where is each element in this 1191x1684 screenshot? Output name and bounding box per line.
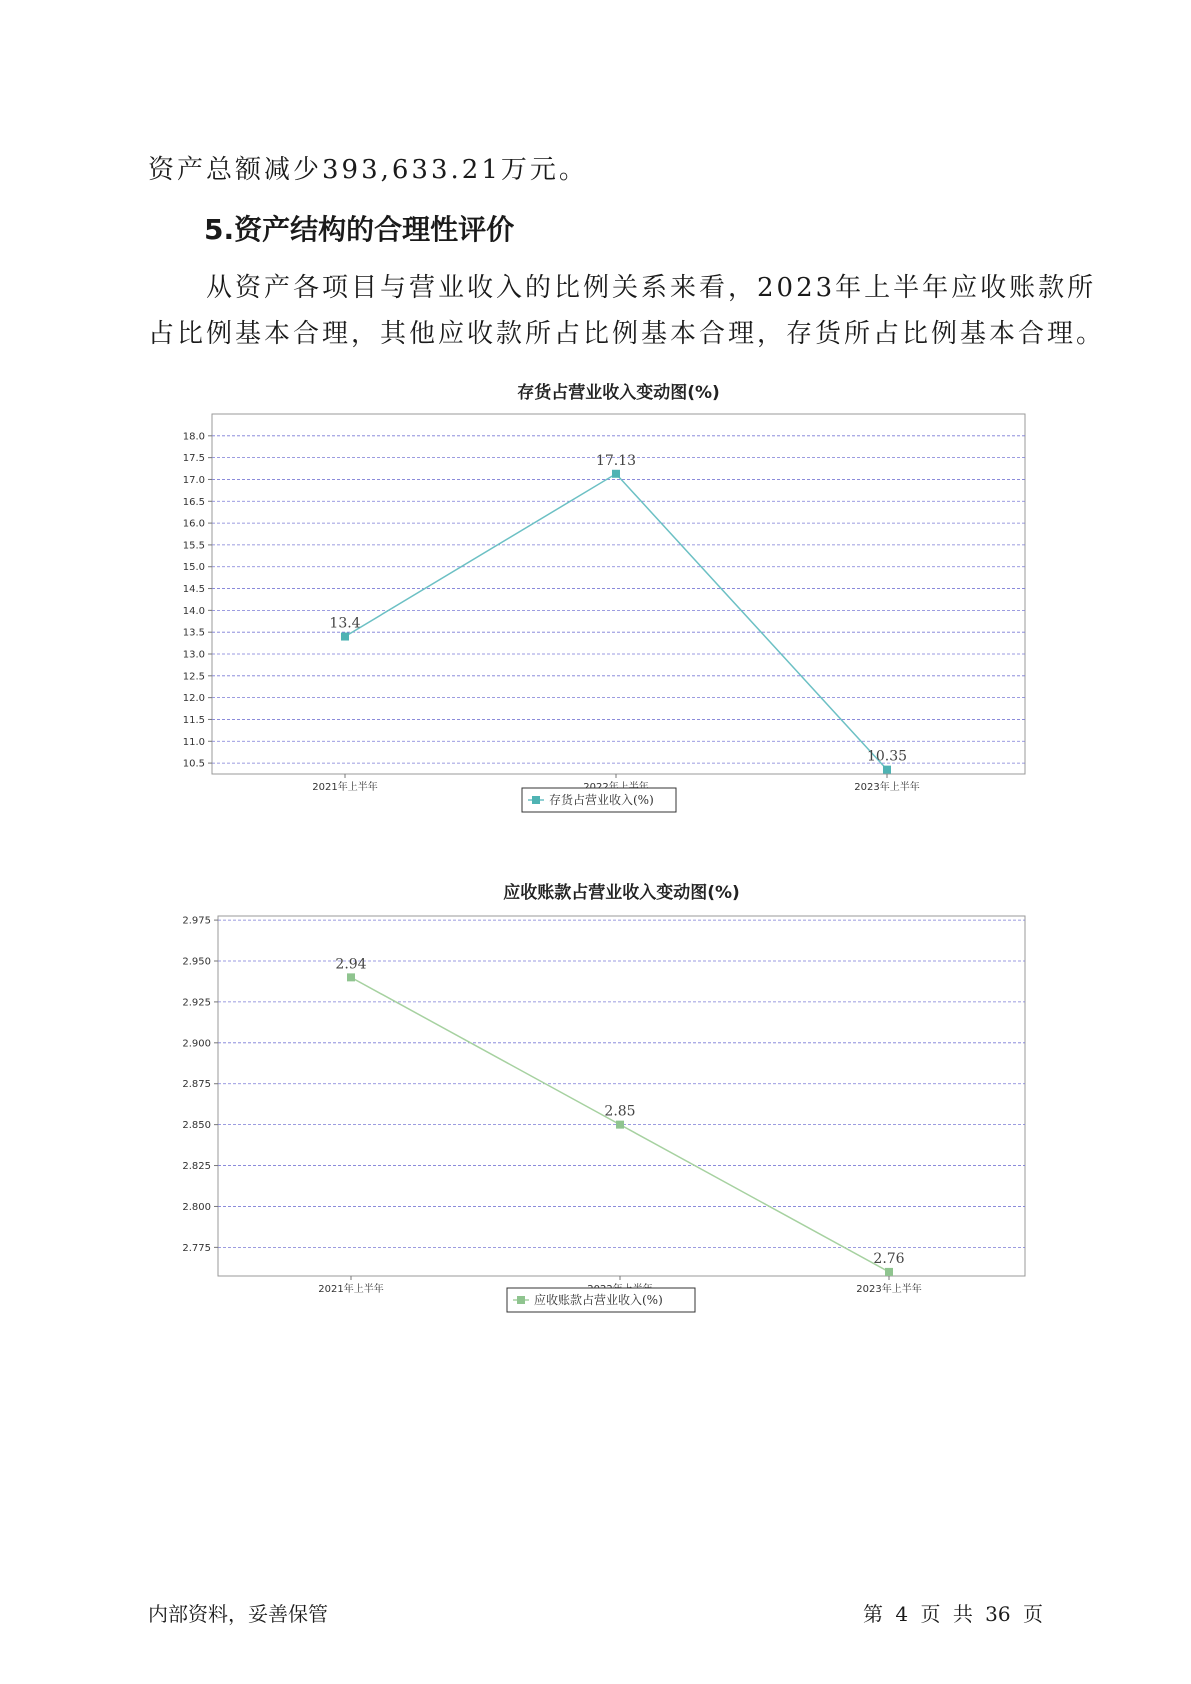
data-point [341, 633, 349, 641]
y-tick-label: 11.5 [182, 714, 205, 726]
y-tick-label: 2.925 [182, 997, 211, 1009]
legend-label: 应收账款占营业收入(%) [534, 1293, 663, 1307]
chart-legend [522, 788, 676, 812]
footer-confidential-note: 内部资料，妥善保管 [148, 1602, 328, 1626]
footer-page-number: 第 4 页 共 36 页 [863, 1602, 1043, 1626]
y-tick-label: 2.900 [182, 1038, 211, 1050]
chart-legend [507, 1288, 695, 1312]
data-point [616, 1121, 624, 1129]
y-tick-label: 10.5 [182, 758, 205, 770]
y-tick-label: 15.5 [182, 540, 205, 552]
inventory-ratio-chart [0, 372, 1191, 842]
y-tick-label: 2.800 [182, 1201, 211, 1213]
y-tick-label: 2.825 [182, 1161, 211, 1173]
y-tick-label: 12.0 [182, 693, 205, 705]
y-tick-label: 12.5 [182, 671, 205, 683]
intro-text-line: 资产总额减少393,633.21万元。 [148, 155, 588, 185]
y-tick-label: 16.0 [182, 518, 205, 530]
y-tick-label: 14.5 [182, 584, 205, 596]
section-heading: 5.资产结构的合理性评价 [204, 213, 515, 246]
data-label: 10.35 [866, 748, 908, 765]
data-point [612, 470, 620, 478]
body-paragraph-line-1: 从资产各项目与营业收入的比例关系来看，2023年上半年应收账款所 [206, 273, 1097, 303]
y-tick-label: 2.875 [182, 1079, 211, 1091]
y-tick-label: 2.850 [182, 1120, 211, 1132]
data-point [883, 766, 891, 774]
y-tick-label: 2.975 [182, 915, 211, 927]
y-tick-label: 16.5 [182, 496, 205, 508]
y-tick-label: 14.0 [182, 605, 205, 617]
legend-marker-swatch [517, 1296, 525, 1304]
x-tick-label: 2021年上半年 [318, 1284, 384, 1295]
y-tick-label: 13.5 [182, 627, 205, 639]
y-tick-label: 18.0 [182, 431, 205, 443]
body-paragraph-line-2: 占比例基本合理，其他应收款所占比例基本合理，存货所占比例基本合理。 [148, 319, 1106, 349]
legend-label: 存货占营业收入(%) [549, 793, 654, 807]
y-tick-label: 17.5 [182, 453, 205, 465]
x-tick-label: 2021年上半年 [312, 782, 378, 793]
data-label: 17.13 [595, 452, 637, 469]
data-point [347, 973, 355, 981]
data-label: 2.76 [873, 1250, 905, 1267]
y-tick-label: 13.0 [182, 649, 205, 661]
data-label: 2.94 [335, 956, 367, 973]
y-tick-label: 2.950 [182, 956, 211, 968]
x-tick-label: 2023年上半年 [854, 782, 920, 793]
chart-title: 应收账款占营业收入变动图(%) [503, 883, 740, 903]
x-tick-label: 2023年上半年 [856, 1284, 922, 1295]
y-tick-label: 2.775 [182, 1242, 211, 1254]
data-label: 2.85 [604, 1103, 636, 1120]
y-tick-label: 11.0 [182, 736, 205, 748]
data-point [885, 1268, 893, 1276]
y-tick-label: 17.0 [182, 474, 205, 486]
y-tick-label: 15.0 [182, 562, 205, 574]
receivables-ratio-chart [0, 870, 1191, 1340]
data-label: 13.4 [329, 615, 361, 632]
legend-marker-swatch [532, 796, 540, 804]
chart-title: 存货占营业收入变动图(%) [517, 383, 720, 403]
